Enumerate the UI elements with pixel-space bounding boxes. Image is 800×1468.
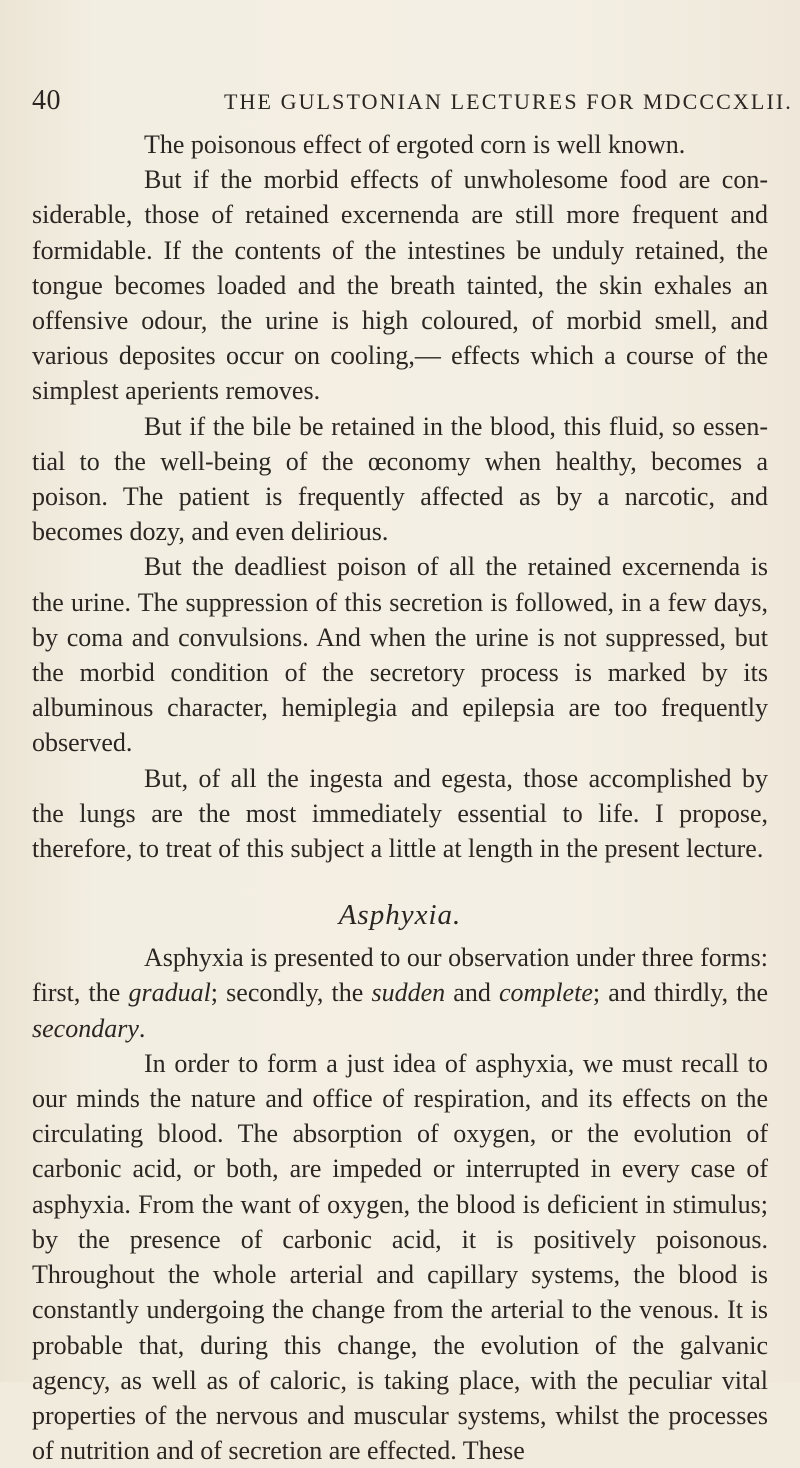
section-heading-asphyxia: Asphyxia.: [338, 899, 462, 932]
page-number: 40: [32, 85, 61, 116]
emphasis-complete: complete: [499, 978, 593, 1008]
running-head: [32, 84, 793, 118]
paragraph-retained-excernenda: But if the morbid effects of unwholesome food are considerable, those of retained excernenda are still more frequent and formidable. If the contents of the intestines be unduly retained, the tongue becomes loaded and the breath tainted, the skin exhales an offensive odour, the urine is high coloured, of morbid smell, and various deposites occur on cooling,— effects which a course of the simplest aperients removes.: [32, 165, 768, 406]
emphasis-secondary: secondary: [32, 1013, 139, 1043]
paragraph-lungs: But, of all the ingesta and egesta, those accomplished by the lungs are the most immediately essential to life. I propose, therefore, to treat of this subject a little at length in the present lecture.: [32, 763, 768, 864]
paragraph-bile: But if the bile be retained in the blood, this fluid, so essential to the well-being of the œconomy when healthy, becomes a poison. The patient is frequently affected as by a narcotic, and becomes dozy, and even delirious.: [32, 411, 768, 547]
running-title: THE GULSTONIAN LECTURES FOR MDCCCXLII.: [224, 89, 793, 114]
paragraph-urine: But the deadliest poison of all the retained excernenda is the urine. The suppression of this secretion is followed, in a few days, by coma and convulsions. And when the urine is not suppressed, but the morbid condition of the secretory process is marked by its albuminous character, hemiplegia and epilepsia are too frequently observed.: [32, 552, 768, 758]
emphasis-gradual: gradual: [128, 978, 211, 1008]
paragraph-asphyxia-forms: [32, 940, 768, 1046]
text-run: and: [445, 978, 500, 1008]
body-text: [32, 127, 768, 1468]
text-run: ; secondly, the: [210, 978, 372, 1008]
text-run: Asphyxia is presented to our observation under three forms: first, the: [32, 943, 768, 1008]
emphasis-sudden: sudden: [371, 978, 446, 1008]
text-run: .: [138, 1013, 146, 1043]
text-run: ; and thirdly, the: [592, 978, 768, 1008]
paragraph-asphyxia-respiration: In order to form a just idea of asphyxia, we must recall to our minds the nature and office of respiration, and its effects on the circulating blood. The absorption of oxygen, or the evolution of carbonic acid, or both, are impeded or interrupted in every case of asphyxia. From the want of oxygen, the blood is deficient in stimulus; by the presence of carbonic acid, it is positively poisonous. Throughout the whole arterial and capillary systems, the blood is constantly undergoing the change from the arterial to the venous. It is probable that, during this change, the evolution of the galvanic agency, as well as of caloric, is taking place, with the peculiar vital properties of the nervous and muscular systems, whilst the processes of nutrition and of secretion are effected. These: [32, 1048, 768, 1466]
paragraph-ergoted-corn: The poisonous effect of ergoted corn is well known.: [144, 130, 686, 159]
